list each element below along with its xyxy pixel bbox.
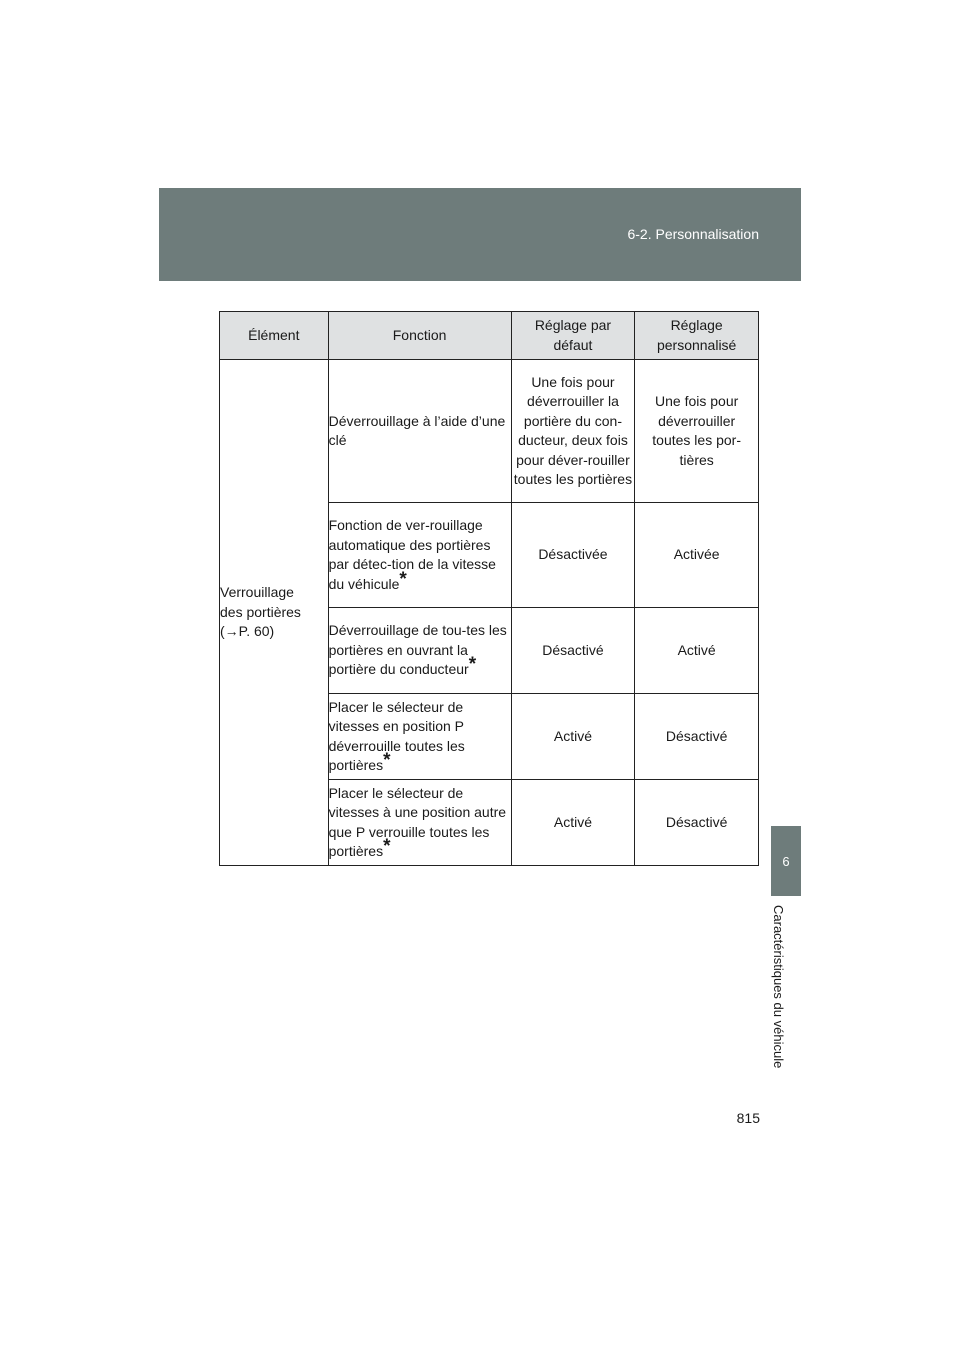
page-number: 815: [736, 1110, 760, 1126]
default-setting-cell: Une fois pour déverrouiller la portière du con-ducteur, deux fois pour déver-rouiller toutes les portières: [511, 360, 635, 503]
custom-setting-cell: Désactivé: [635, 694, 759, 780]
custom-setting-cell: Activée: [635, 503, 759, 608]
default-setting-cell: Activé: [511, 694, 635, 780]
chapter-number: 6: [782, 853, 790, 869]
footnote-asterisk: *: [399, 568, 407, 590]
function-cell: [328, 503, 511, 608]
column-header-custom-setting: Réglage personnalisé: [635, 312, 759, 360]
function-cell: [328, 780, 511, 866]
column-header-function: Fonction: [328, 312, 511, 360]
element-label-line2: des portières: [220, 603, 301, 620]
chapter-label: Caractéristiques du véhicule: [771, 905, 786, 1069]
column-header-default-setting: Réglage par défaut: [511, 312, 635, 360]
custom-setting-cell: Activé: [635, 608, 759, 694]
function-text: Placer le sélecteur de vitesses en position P déverrouille toutes les portières: [328, 698, 465, 773]
page-reference: (→P. 60): [220, 623, 275, 640]
table-row: [220, 360, 759, 503]
default-setting-cell: Activé: [511, 780, 635, 866]
function-text: Fonction de ver-rouillage automatique des portières par détec-tion de la vitesse du véhicule: [328, 517, 496, 592]
function-text: Placer le sélecteur de vitesses à une position autre que P verrouille toutes les portières: [328, 784, 507, 859]
customization-table: [219, 311, 759, 866]
custom-setting-cell: Une fois pour déverrouiller toutes les por-tières: [635, 360, 759, 503]
function-text: Déverrouillage à l’aide d’une clé: [328, 412, 506, 448]
element-cell: [220, 360, 329, 866]
custom-setting-cell: Désactivé: [635, 780, 759, 866]
default-setting-cell: Désactivée: [511, 503, 635, 608]
default-setting-cell: Désactivé: [511, 608, 635, 694]
table-header-row: [220, 312, 759, 360]
function-cell: [328, 694, 511, 780]
function-cell: [328, 608, 511, 694]
column-header-element: Élément: [220, 312, 329, 360]
footnote-asterisk: *: [383, 750, 391, 771]
footnote-asterisk: *: [468, 654, 477, 676]
element-label-line1: Verrouillage: [220, 584, 294, 601]
function-text: Déverrouillage de tou-tes les portières en ouvrant la portière du conducteur: [328, 622, 507, 678]
chapter-tab: [771, 826, 801, 896]
function-cell: [328, 360, 511, 503]
section-header-band: [159, 188, 801, 281]
section-title: 6-2. Personnalisation: [627, 226, 759, 242]
footnote-asterisk: *: [383, 836, 391, 857]
